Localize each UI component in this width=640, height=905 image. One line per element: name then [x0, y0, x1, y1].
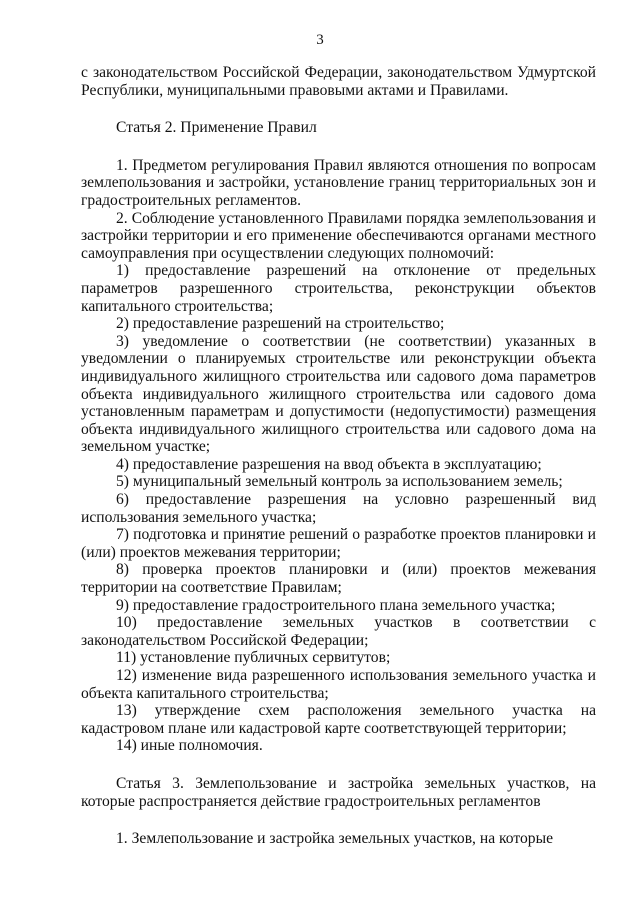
- list-item-12: 12) изменение вида разрешенного использования земельного участка и объекта капитального строительства;: [81, 667, 596, 702]
- intro-paragraph: с законодательством Российской Федерации, законодательством Удмуртской Республики, муниципальными правовыми актами и Правилами.: [81, 64, 596, 99]
- list-item-2: 2) предоставление разрешений на строительство;: [116, 315, 445, 333]
- list-item-1: 1) предоставление разрешений на отклонение от предельных параметров разрешенного строительства, реконструкции объектов капитального строительства;: [81, 262, 596, 315]
- article-2-paragraph-1: 1. Предметом регулирования Правил являются отношения по вопросам землепользования и застройки, установление границ территориальных зон и градостроительных регламентов.: [81, 156, 596, 209]
- list-item-5: 5) муниципальный земельный контроль за использованием земель;: [116, 473, 563, 491]
- list-item-9: 9) предоставление градостроительного плана земельного участка;: [116, 596, 556, 614]
- list-item-6: 6) предоставление разрешения на условно разрешенный вид использования земельного участка;: [81, 491, 596, 526]
- list-item-14: 14) иные полномочия.: [116, 737, 263, 755]
- list-item-3: 3) уведомление о соответствии (не соответствии) указанных в уведомлении о планируемых строительстве или реконструкции объекта индивидуального жилищного строительства или садового дома параметров объекта индивидуального жилищного строительства или садового дома установленным параметрам и допустимости (недопустимости) размещения объекта индивидуального жилищного строительства или садового дома на земельном участке;: [81, 332, 596, 456]
- article-3-paragraph-1: 1. Землепользование и застройка земельных участков, на которые: [116, 830, 553, 848]
- list-item-11: 11) установление публичных сервитутов;: [116, 649, 391, 667]
- list-item-10: 10) предоставление земельных участков в соответствии с законодательством Российской Федерации;: [81, 614, 596, 649]
- page-number: 3: [316, 32, 324, 48]
- document-body: [81, 64, 596, 848]
- list-item-4: 4) предоставление разрешения на ввод объекта в эксплуатацию;: [116, 455, 542, 473]
- list-item-8: 8) проверка проектов планировки и (или) проектов межевания территории на соответствие Правилам;: [81, 561, 596, 597]
- list-item-13: 13) утверждение схем расположения земельного участка на кадастровом плане или кадастровой карте соответствующей территории;: [81, 702, 596, 737]
- article-3-heading: Статья 3. Землепользование и застройка земельных участков, на которые распространяется действие градостроительных регламентов: [81, 774, 596, 810]
- article-2-heading: Статья 2. Применение Правил: [116, 119, 317, 137]
- article-2-paragraph-2: 2. Соблюдение установленного Правилами порядка землепользования и застройки территории и его применение обеспечиваются органами местного самоуправления при осуществлении следующих полномочий:: [81, 209, 596, 262]
- list-item-7: 7) подготовка и принятие решений о разработке проектов планировки и (или) проектов межевания территории;: [81, 526, 596, 561]
